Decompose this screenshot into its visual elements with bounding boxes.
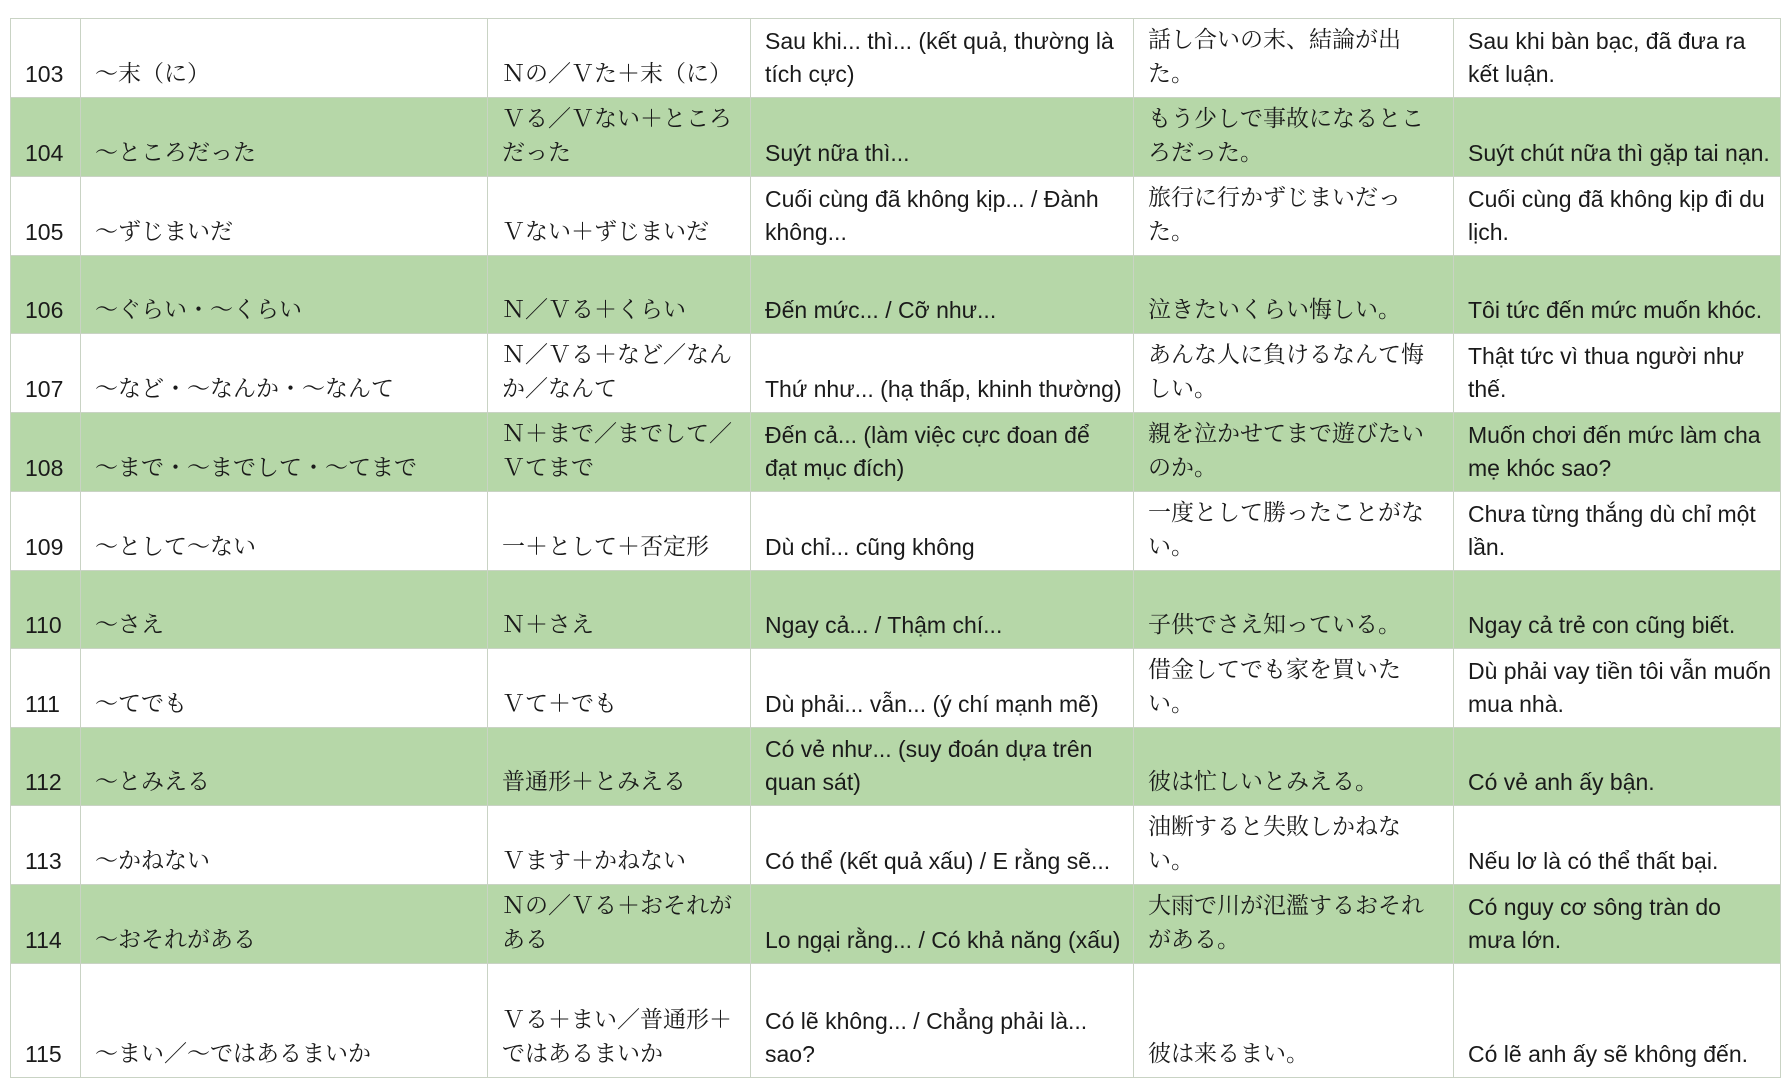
table-row — [11, 334, 1781, 413]
table-row — [11, 413, 1781, 492]
example-japanese: 借金してでも家を買いたい。 — [1134, 649, 1454, 728]
grammar-structure: Ｎ／Ｖる＋くらい — [488, 256, 751, 334]
row-number: 113 — [11, 806, 81, 885]
table-row — [11, 649, 1781, 728]
grammar-structure: Ｖます＋かねない — [488, 806, 751, 885]
grammar-meaning: Ngay cả... / Thậm chí... — [751, 571, 1134, 649]
example-japanese: もう少しで事故になるところだった。 — [1134, 98, 1454, 177]
example-japanese: 彼は来るまい。 — [1134, 964, 1454, 1078]
table-row — [11, 19, 1781, 98]
grammar-pattern: ～まで・～までして・～てまで — [81, 413, 488, 492]
grammar-pattern: ～ところだった — [81, 98, 488, 177]
grammar-pattern: ～まい／～ではあるまいか — [81, 964, 488, 1078]
row-number: 115 — [11, 964, 81, 1078]
grammar-structure: Ｎの／Ｖる＋おそれがある — [488, 885, 751, 964]
example-japanese: 一度として勝ったことがない。 — [1134, 492, 1454, 571]
example-japanese: 旅行に行かずじまいだった。 — [1134, 177, 1454, 256]
row-number: 108 — [11, 413, 81, 492]
grammar-meaning: Lo ngại rằng... / Có khả năng (xấu) — [751, 885, 1134, 964]
grammar-meaning: Thứ như... (hạ thấp, khinh thường) — [751, 334, 1134, 413]
grammar-pattern: ～として～ない — [81, 492, 488, 571]
example-vietnamese: Có lẽ anh ấy sẽ không đến. — [1454, 964, 1781, 1078]
grammar-pattern: ～ぐらい・～くらい — [81, 256, 488, 334]
grammar-structure: Ｎ／Ｖる＋など／なんか／なんて — [488, 334, 751, 413]
grammar-pattern: ～さえ — [81, 571, 488, 649]
example-japanese: 泣きたいくらい悔しい。 — [1134, 256, 1454, 334]
grammar-pattern: ～とみえる — [81, 728, 488, 806]
grammar-pattern: ～てでも — [81, 649, 488, 728]
table-row — [11, 492, 1781, 571]
example-japanese: 大雨で川が氾濫するおそれがある。 — [1134, 885, 1454, 964]
example-vietnamese: Dù phải vay tiền tôi vẫn muốn mua nhà. — [1454, 649, 1781, 728]
example-japanese: 彼は忙しいとみえる。 — [1134, 728, 1454, 806]
example-japanese: 子供でさえ知っている。 — [1134, 571, 1454, 649]
grammar-structure: 一＋として＋否定形 — [488, 492, 751, 571]
row-number: 105 — [11, 177, 81, 256]
example-vietnamese: Cuối cùng đã không kịp đi du lịch. — [1454, 177, 1781, 256]
grammar-meaning: Sau khi... thì... (kết quả, thường là tích cực) — [751, 19, 1134, 98]
grammar-structure: Ｎ＋まで／までして／Ｖてまで — [488, 413, 751, 492]
row-number: 110 — [11, 571, 81, 649]
example-vietnamese: Tôi tức đến mức muốn khóc. — [1454, 256, 1781, 334]
grammar-structure: Ｖない＋ずじまいだ — [488, 177, 751, 256]
example-vietnamese: Ngay cả trẻ con cũng biết. — [1454, 571, 1781, 649]
grammar-meaning: Đến cả... (làm việc cực đoan để đạt mục đích) — [751, 413, 1134, 492]
grammar-structure: Ｎ＋さえ — [488, 571, 751, 649]
table-row — [11, 964, 1781, 1078]
example-vietnamese: Thật tức vì thua người như thế. — [1454, 334, 1781, 413]
grammar-structure: 普通形＋とみえる — [488, 728, 751, 806]
row-number: 109 — [11, 492, 81, 571]
grammar-meaning: Dù chỉ... cũng không — [751, 492, 1134, 571]
example-vietnamese: Nếu lơ là có thể thất bại. — [1454, 806, 1781, 885]
example-japanese: 油断すると失敗しかねない。 — [1134, 806, 1454, 885]
row-number: 112 — [11, 728, 81, 806]
grammar-pattern: ～ずじまいだ — [81, 177, 488, 256]
grammar-structure: Ｖる＋まい／普通形＋ではあるまいか — [488, 964, 751, 1078]
row-number: 104 — [11, 98, 81, 177]
example-vietnamese: Muốn chơi đến mức làm cha mẹ khóc sao? — [1454, 413, 1781, 492]
example-japanese: 話し合いの末、結論が出た。 — [1134, 19, 1454, 98]
example-vietnamese: Có vẻ anh ấy bận. — [1454, 728, 1781, 806]
grammar-table — [10, 18, 1781, 1078]
example-vietnamese: Chưa từng thắng dù chỉ một lần. — [1454, 492, 1781, 571]
grammar-pattern: ～おそれがある — [81, 885, 488, 964]
grammar-pattern: ～など・～なんか・～なんて — [81, 334, 488, 413]
table-row — [11, 885, 1781, 964]
row-number: 114 — [11, 885, 81, 964]
example-vietnamese: Sau khi bàn bạc, đã đưa ra kết luận. — [1454, 19, 1781, 98]
example-japanese: あんな人に負けるなんて悔しい。 — [1134, 334, 1454, 413]
grammar-meaning: Suýt nữa thì... — [751, 98, 1134, 177]
grammar-meaning: Dù phải... vẫn... (ý chí mạnh mẽ) — [751, 649, 1134, 728]
row-number: 107 — [11, 334, 81, 413]
table-row — [11, 571, 1781, 649]
grammar-structure: Ｎの／Ｖた＋末（に） — [488, 19, 751, 98]
grammar-meaning: Đến mức... / Cỡ như... — [751, 256, 1134, 334]
grammar-meaning: Có lẽ không... / Chẳng phải là... sao? — [751, 964, 1134, 1078]
grammar-pattern: ～かねない — [81, 806, 488, 885]
table-row — [11, 806, 1781, 885]
table-row — [11, 177, 1781, 256]
grammar-meaning: Cuối cùng đã không kịp... / Đành không... — [751, 177, 1134, 256]
grammar-table-body — [11, 19, 1781, 1078]
grammar-structure: Ｖて＋でも — [488, 649, 751, 728]
table-row — [11, 98, 1781, 177]
grammar-meaning: Có thể (kết quả xấu) / E rằng sẽ... — [751, 806, 1134, 885]
example-vietnamese: Suýt chút nữa thì gặp tai nạn. — [1454, 98, 1781, 177]
example-vietnamese: Có nguy cơ sông tràn do mưa lớn. — [1454, 885, 1781, 964]
grammar-pattern: ～末（に） — [81, 19, 488, 98]
grammar-structure: Ｖる／Ｖない＋ところだった — [488, 98, 751, 177]
grammar-meaning: Có vẻ như... (suy đoán dựa trên quan sát) — [751, 728, 1134, 806]
example-japanese: 親を泣かせてまで遊びたいのか。 — [1134, 413, 1454, 492]
table-row — [11, 256, 1781, 334]
row-number: 106 — [11, 256, 81, 334]
row-number: 111 — [11, 649, 81, 728]
table-row — [11, 728, 1781, 806]
row-number: 103 — [11, 19, 81, 98]
